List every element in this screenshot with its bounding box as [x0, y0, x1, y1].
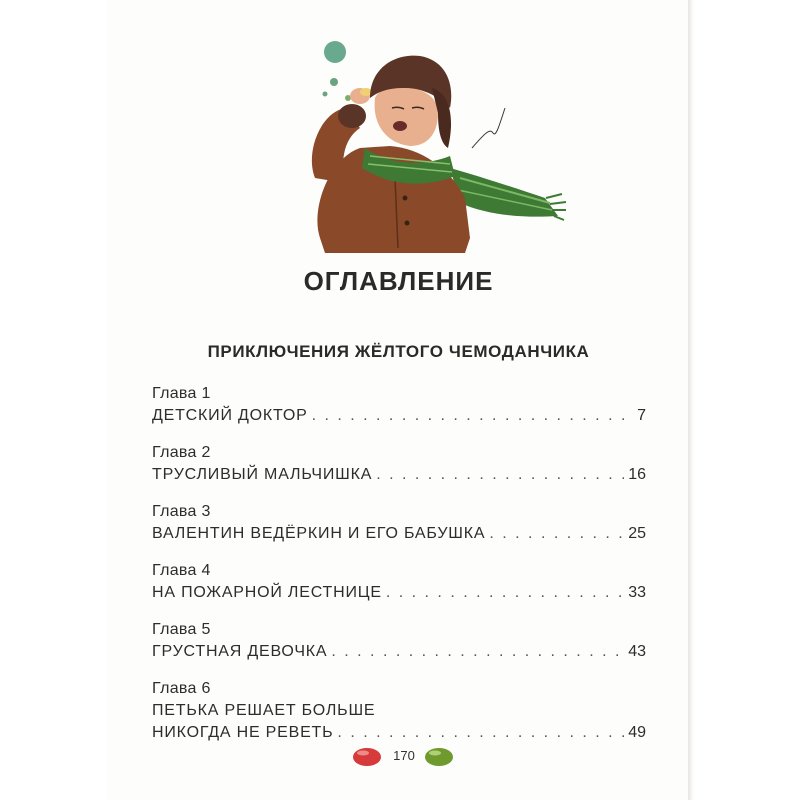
chapter-title: ПЕТЬКА РЕШАЕТ БОЛЬШЕ — [152, 702, 376, 719]
chapter-title-line — [152, 464, 646, 486]
chapter-page-number: 43 — [628, 643, 646, 660]
chapter-page-number: 16 — [628, 466, 646, 483]
dot-leader — [376, 464, 624, 486]
page-edge — [688, 0, 692, 800]
chapter-number: Глава 4 — [152, 562, 211, 579]
chapter-entry[interactable] — [152, 678, 646, 744]
chapter-number: Глава 5 — [152, 621, 211, 638]
dot-leader — [489, 523, 624, 545]
chapter-list — [152, 383, 646, 759]
chapter-page-number: 25 — [628, 525, 646, 542]
chapter-title-line — [152, 722, 646, 744]
chapter-entry[interactable] — [152, 619, 646, 663]
chapter-entry[interactable] — [152, 383, 646, 427]
chapter-page-number: 7 — [637, 407, 646, 424]
chapter-title: ВАЛЕНТИН ВЕДЁРКИН И ЕГО БАБУШКА — [152, 525, 486, 542]
page-footer — [352, 745, 452, 769]
chapter-number: Глава 1 — [152, 385, 211, 402]
chapter-number: Глава 3 — [152, 503, 211, 520]
book-title: ПРИКЛЮЧЕНИЯ ЖЁЛТОГО ЧЕМОДАНЧИКА — [207, 342, 590, 361]
chapter-entry[interactable] — [152, 442, 646, 486]
green-pill-icon — [424, 747, 454, 767]
dot-leader — [312, 405, 634, 427]
red-pill-icon — [352, 747, 382, 767]
chapter-entry[interactable] — [152, 560, 646, 604]
chapter-title: ТРУСЛИВЫЙ МАЛЬЧИШКА — [152, 466, 373, 483]
chapter-entry[interactable] — [152, 501, 646, 545]
chapter-title: ДЕТСКИЙ ДОКТОР — [152, 407, 308, 424]
chapter-number: Глава 2 — [152, 444, 211, 461]
chapter-title: ГРУСТНАЯ ДЕВОЧКА — [152, 643, 328, 660]
chapter-page-number: 33 — [628, 584, 646, 601]
dot-leader — [331, 641, 624, 663]
dot-leader — [386, 582, 624, 604]
chapter-number: Глава 6 — [152, 680, 211, 697]
chapter-page-number: 49 — [628, 724, 646, 741]
toc-heading: ОГЛАВЛЕНИЕ — [303, 266, 494, 296]
dot-leader — [337, 722, 624, 744]
page-number: 170 — [393, 748, 415, 763]
chapter-title-line — [152, 641, 646, 663]
chapter-title-line — [152, 405, 646, 427]
chapter-title-continued: НИКОГДА НЕ РЕВЕТЬ — [152, 724, 334, 741]
chapter-title-line — [152, 523, 646, 545]
boy-in-scarf-illustration — [300, 38, 590, 268]
chapter-title-line — [152, 582, 646, 604]
chapter-title: НА ПОЖАРНОЙ ЛЕСТНИЦЕ — [152, 584, 382, 601]
